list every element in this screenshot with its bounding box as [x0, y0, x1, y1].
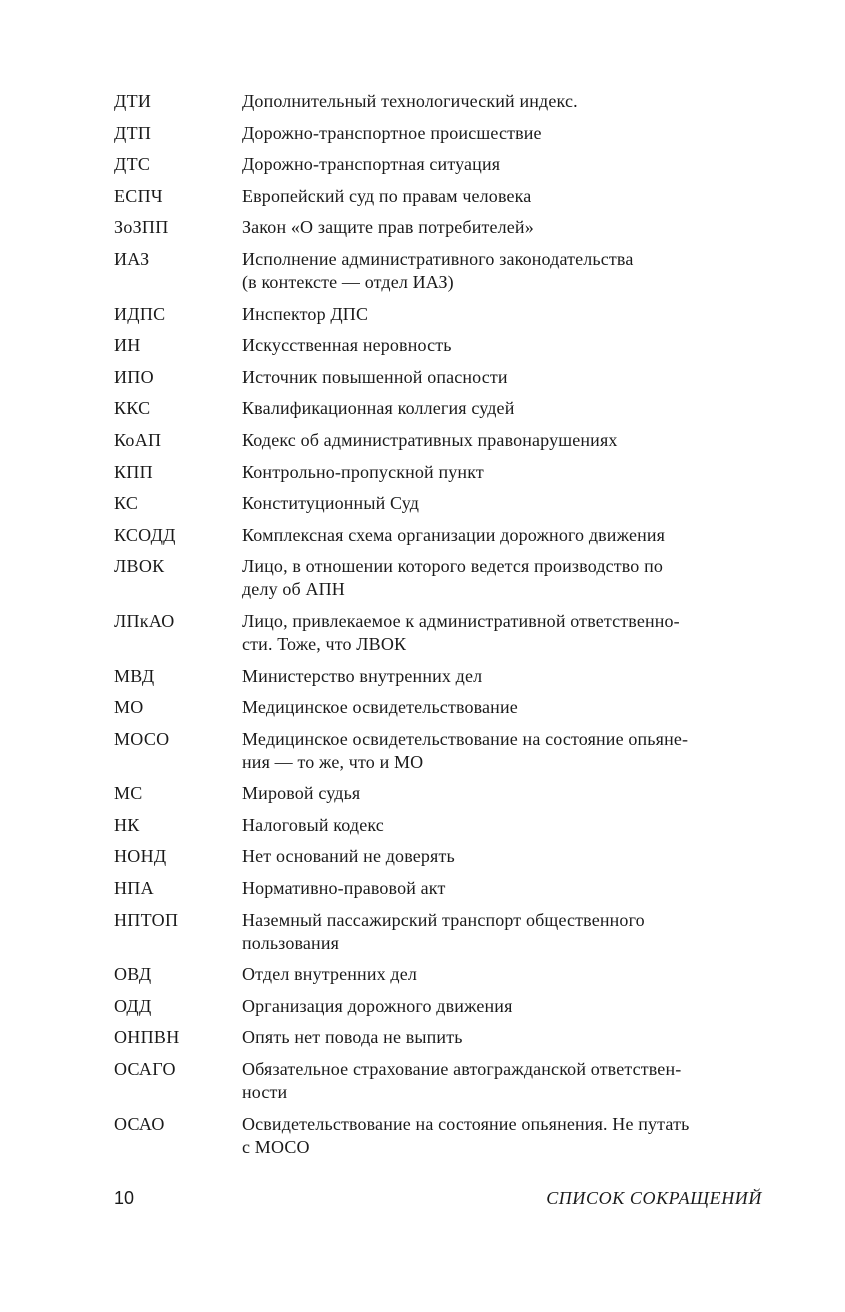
- abbreviation-definition: Обязательное страхование автогражданской ответствен- ности: [242, 1059, 682, 1103]
- abbreviation-entry: [114, 122, 774, 145]
- abbreviation-entry: [114, 728, 774, 774]
- abbreviation-definition: Инспектор ДПС: [242, 303, 369, 324]
- abbreviation-term: КСОДД: [114, 524, 176, 545]
- abbreviation-entry: [114, 610, 774, 656]
- abbreviation-entry: [114, 963, 774, 986]
- abbreviation-definition: Освидетельствование на состояние опьянения. Не путать с МОСО: [242, 1113, 690, 1157]
- abbreviation-term: КПП: [114, 461, 153, 482]
- page-number: 10: [114, 1188, 135, 1208]
- abbreviation-definition: Дорожно-транспортное происшествие: [242, 122, 542, 143]
- abbreviation-term: ИАЗ: [114, 248, 150, 269]
- abbreviation-term: НПА: [114, 878, 154, 899]
- abbreviation-term: ОДД: [114, 995, 152, 1016]
- abbreviation-definition: Опять нет повода не выпить: [242, 1027, 463, 1048]
- abbreviation-entry: [114, 995, 774, 1018]
- abbreviation-term: ЕСПЧ: [114, 185, 163, 206]
- abbreviation-term: ДТИ: [114, 91, 152, 111]
- abbreviation-entry: [114, 303, 774, 326]
- abbreviation-entry: [114, 153, 774, 176]
- abbreviation-term: ОСАГО: [114, 1059, 176, 1080]
- abbreviation-definition: Организация дорожного движения: [242, 995, 513, 1016]
- abbreviation-entry: [114, 909, 774, 955]
- abbreviation-entry: [114, 461, 774, 484]
- abbreviation-term: КоАП: [114, 429, 162, 450]
- abbreviation-term: ЗоЗПП: [114, 217, 169, 238]
- abbreviation-entry: [114, 492, 774, 515]
- abbreviation-term: ЛВОК: [114, 556, 165, 577]
- abbreviation-definition: Отдел внутренних дел: [242, 964, 417, 985]
- abbreviation-term: НПТОП: [114, 909, 179, 930]
- abbreviation-term: НК: [114, 814, 140, 835]
- abbreviation-term: ИДПС: [114, 303, 166, 324]
- abbreviation-term: ИПО: [114, 366, 154, 387]
- abbreviation-entry: [114, 90, 774, 113]
- abbreviation-list: [114, 90, 774, 1167]
- abbreviation-definition: Конституционный Суд: [242, 493, 420, 514]
- abbreviation-definition: Мировой судья: [242, 783, 361, 804]
- abbreviation-entry: [114, 555, 774, 601]
- abbreviation-term: МОСО: [114, 728, 170, 749]
- abbreviation-term: МС: [114, 783, 143, 804]
- abbreviation-entry: [114, 1026, 774, 1049]
- abbreviation-definition: Кодекс об административных правонарушениях: [242, 429, 618, 450]
- abbreviation-definition: Источник повышенной опасности: [242, 366, 508, 387]
- abbreviation-term: ДТП: [114, 122, 152, 143]
- abbreviation-entry: [114, 429, 774, 452]
- abbreviation-definition: Дорожно-транспортная ситуация: [242, 154, 501, 175]
- abbreviation-definition: Медицинское освидетельствование на состояние опьяне- ния — то же, что и МО: [242, 728, 689, 772]
- abbreviation-term: ИН: [114, 335, 141, 356]
- abbreviation-definition: Наземный пассажирский транспорт общественного пользования: [242, 909, 645, 953]
- abbreviation-entry: [114, 665, 774, 688]
- abbreviation-entry: [114, 1058, 774, 1104]
- abbreviation-term: КС: [114, 493, 139, 514]
- abbreviation-entry: [114, 814, 774, 837]
- abbreviation-definition: Дополнительный технологический индекс.: [242, 91, 578, 111]
- abbreviation-definition: Лицо, в отношении которого ведется производство по делу об АПН: [242, 556, 664, 600]
- abbreviation-definition: Министерство внутренних дел: [242, 665, 483, 686]
- abbreviation-definition: Налоговый кодекс: [242, 814, 384, 835]
- abbreviation-entry: [114, 216, 774, 239]
- abbreviation-entry: [114, 1113, 774, 1159]
- abbreviation-term: ЛПкАО: [114, 610, 175, 631]
- abbreviation-definition: Лицо, привлекаемое к административной ответственно- сти. Тоже, что ЛВОК: [242, 610, 680, 654]
- abbreviation-entry: [114, 248, 774, 294]
- abbreviation-definition: Комплексная схема организации дорожного движения: [242, 524, 666, 545]
- abbreviation-entry: [114, 696, 774, 719]
- abbreviation-term: ОНПВН: [114, 1027, 180, 1048]
- abbreviation-entry: [114, 334, 774, 357]
- abbreviation-term: ОСАО: [114, 1113, 165, 1134]
- abbreviation-definition: Исполнение административного законодательства (в контексте — отдел ИАЗ): [242, 248, 634, 292]
- running-title: СПИСОК СОКРАЩЕНИЙ: [546, 1188, 762, 1208]
- abbreviation-definition: Закон «О защите прав потребителей»: [242, 217, 534, 238]
- abbreviation-entry: [114, 366, 774, 389]
- page-footer: [114, 1186, 762, 1212]
- abbreviation-definition: Квалификационная коллегия судей: [242, 398, 515, 419]
- abbreviation-entry: [114, 185, 774, 208]
- abbreviation-entry: [114, 782, 774, 805]
- abbreviation-term: НОНД: [114, 846, 167, 867]
- abbreviation-definition: Контрольно-пропускной пункт: [242, 461, 484, 482]
- abbreviation-entry: [114, 845, 774, 868]
- abbreviation-term: ДТС: [114, 154, 151, 175]
- abbreviation-entry: [114, 524, 774, 547]
- abbreviation-term: ОВД: [114, 964, 152, 985]
- abbreviation-term: ККС: [114, 398, 151, 419]
- abbreviation-definition: Искусственная неровность: [242, 335, 452, 356]
- abbreviation-definition: Нормативно-правовой акт: [242, 878, 446, 899]
- abbreviation-definition: Нет оснований не доверять: [242, 846, 455, 867]
- abbreviation-term: МВД: [114, 665, 155, 686]
- abbreviation-term: МО: [114, 697, 144, 718]
- abbreviation-entry: [114, 397, 774, 420]
- abbreviation-definition: Медицинское освидетельствование: [242, 697, 518, 718]
- abbreviation-entry: [114, 877, 774, 900]
- abbreviation-definition: Европейский суд по правам человека: [242, 185, 532, 206]
